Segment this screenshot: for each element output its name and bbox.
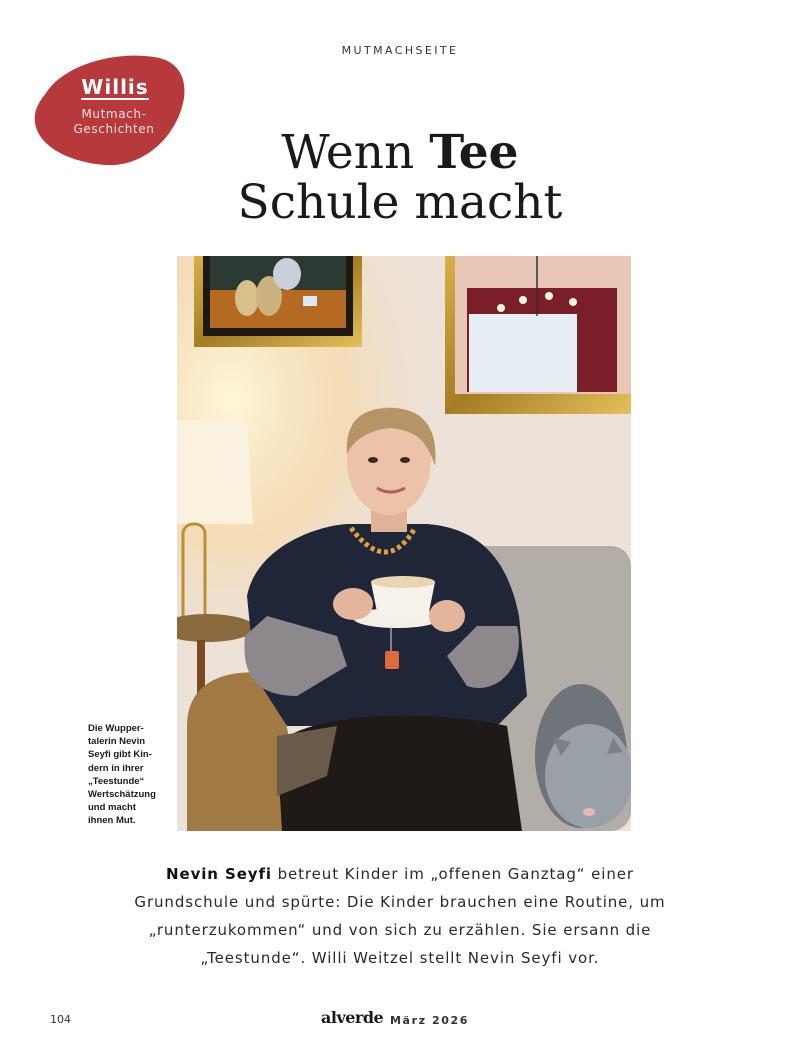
caption-line: und macht [88, 802, 137, 814]
badge-subtitle-line1: Mutmach- [81, 107, 147, 121]
badge-subtitle-line2: Geschichten [73, 122, 155, 136]
page-number: 104 [50, 1013, 71, 1026]
photo-icon [177, 256, 631, 831]
photo-caption [88, 722, 173, 828]
badge-title: Willis [81, 75, 149, 99]
headline-part1: Wenn [281, 125, 430, 180]
headline-bold: Tee [429, 125, 519, 180]
caption-line: Die Wupper- [88, 723, 144, 734]
headline-line2: Schule macht [237, 175, 563, 230]
issue-date: März 2026 [390, 1014, 470, 1027]
caption-line: talerin Nevin [88, 736, 146, 748]
caption-line: ihnen Mut. [88, 815, 136, 827]
lead-paragraph [120, 860, 680, 972]
headline [0, 125, 800, 230]
lead-text: betreut Kinder im „offenen Ganztag“ einer Grundschule und spürte: Die Kinder brauchen eine Routine, um „runterzukommen“ und von sich zu erzählen. Sie ersann die „Teestunde“. Willi Weitzel stellt Nevin Seyfi vor. [134, 865, 666, 967]
article-photo [177, 256, 631, 831]
caption-line: Wertschätzung [88, 789, 156, 801]
caption-line: „Teestunde“ [88, 775, 145, 787]
section-kicker: MUTMACHSEITE [341, 44, 459, 57]
lead-bold-name: Nevin Seyfi [166, 865, 272, 883]
caption-line: dern in ihrer [88, 762, 144, 774]
caption-line: Seyfi gibt Kin- [88, 749, 152, 761]
brand-logo: alverde [321, 1008, 384, 1027]
